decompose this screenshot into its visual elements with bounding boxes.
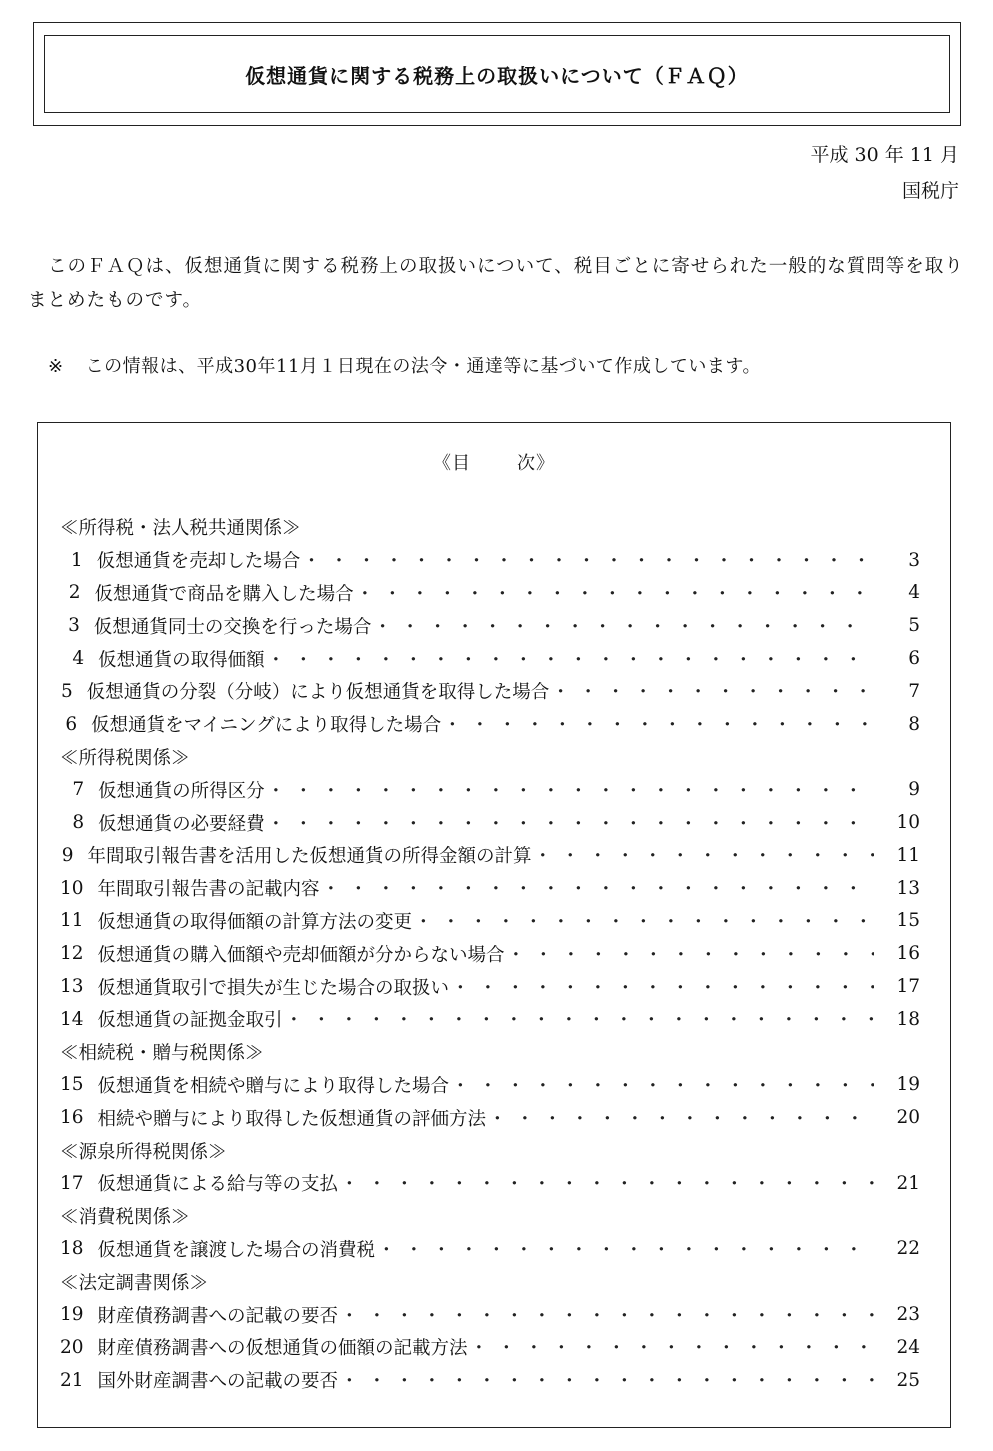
toc-leader-dots: [356, 580, 874, 606]
title-frame: [33, 22, 961, 126]
toc-entry-number: 6: [65, 713, 78, 735]
toc-section-heading: [60, 1200, 920, 1233]
toc-entry-label: 仮想通貨の必要経費: [98, 813, 265, 835]
toc-entry-label: 国外財産調書への記載の要否: [97, 1371, 339, 1393]
toc-section-label: ≪消費税関係≫: [60, 1207, 190, 1229]
toc-leader-dots: [488, 1105, 874, 1131]
toc-leader-dots: [451, 1072, 874, 1098]
toc-entry[interactable]: [60, 806, 920, 839]
toc-entry-number: 18: [60, 1238, 84, 1260]
toc-page-number: 10: [896, 812, 920, 834]
toc-entry[interactable]: [60, 642, 920, 675]
note-text: この情報は、平成30年11月１日現在の法令・通達等に基づいて作成しています。: [85, 356, 761, 377]
toc-entry-number: 19: [60, 1304, 84, 1326]
toc-entry[interactable]: [60, 905, 920, 938]
toc-entry-number: 14: [60, 1008, 84, 1030]
toc-leader-dots: [507, 941, 874, 967]
toc-entry-number: 4: [72, 648, 85, 670]
toc-section-heading: [60, 1265, 920, 1298]
toc-entry-label: 年間取引報告書を活用した仮想通貨の所得金額の計算: [87, 846, 532, 868]
toc-entry-label: 仮想通貨取引で損失が生じた場合の取扱い: [97, 977, 450, 999]
toc-entry-number: 3: [68, 615, 80, 637]
toc-entry[interactable]: [60, 577, 920, 610]
toc-leader-dots: [414, 908, 874, 934]
toc-entry[interactable]: [60, 708, 920, 741]
toc-entry-label: 仮想通貨を売却した場合: [96, 551, 301, 573]
toc-leader-dots: [551, 678, 874, 704]
toc-entry[interactable]: [60, 937, 920, 970]
issue-date: 平成 30 年 11 月: [810, 144, 959, 166]
toc-page-number: 17: [896, 976, 920, 998]
toc-leader-dots: [267, 646, 874, 672]
toc-page-number: 11: [896, 844, 920, 866]
toc-entry[interactable]: [60, 1101, 920, 1134]
toc-entry-number: 17: [60, 1172, 84, 1194]
toc-entry-number: 13: [60, 976, 84, 998]
toc-section-label: ≪所得税・法人税共通関係≫: [60, 518, 301, 540]
toc-page-number: 13: [896, 877, 920, 899]
toc-section-label: ≪所得税関係≫: [60, 747, 190, 769]
toc-heading-left: 《目: [433, 453, 471, 474]
toc-page-number: 18: [896, 1008, 920, 1030]
toc-leader-dots: [373, 613, 874, 639]
toc-entry[interactable]: [60, 773, 920, 806]
toc-entry[interactable]: [60, 839, 920, 872]
toc-page-number: 6: [908, 648, 920, 670]
toc-entry[interactable]: [60, 970, 920, 1003]
toc-page-number: 22: [896, 1238, 920, 1260]
toc-leader-dots: [470, 1334, 874, 1360]
toc-entry-number: 11: [60, 910, 84, 932]
table-of-contents: [37, 422, 951, 1428]
toc-entry-label: 仮想通貨の分裂（分岐）により仮想通貨を取得した場合: [86, 682, 550, 704]
toc-entry-label: 仮想通貨をマイニングにより取得した場合: [91, 715, 442, 737]
toc-heading-right: 次》: [517, 453, 555, 474]
toc-entry-label: 相続や贈与により取得した仮想通貨の評価方法: [97, 1108, 487, 1130]
toc-page-number: 24: [896, 1336, 920, 1358]
toc-entry[interactable]: [60, 1003, 920, 1036]
toc-page-number: 8: [908, 713, 920, 735]
toc-entry-number: 2: [68, 582, 81, 604]
toc-page-number: 3: [908, 549, 920, 571]
toc-entry-number: 5: [61, 680, 73, 702]
toc-entry[interactable]: [60, 1364, 920, 1397]
document-title: 仮想通貨に関する税務上の取扱いについて（ＦＡＱ）: [245, 63, 749, 88]
toc-leader-dots: [340, 1302, 874, 1328]
toc-entry-number: 1: [70, 549, 83, 571]
toc-section-heading: [60, 1036, 920, 1069]
toc-leader-dots: [443, 711, 874, 737]
toc-entry[interactable]: [60, 1298, 920, 1331]
toc-entry[interactable]: [60, 1069, 920, 1102]
toc-section-heading: [60, 511, 920, 544]
toc-entry-label: 仮想通貨の取得価額: [98, 649, 265, 671]
toc-entry-label: 財産債務調書への記載の要否: [97, 1305, 339, 1327]
toc-entry-number: 15: [60, 1074, 84, 1096]
toc-entry[interactable]: [60, 1331, 920, 1364]
toc-page-number: 9: [908, 779, 920, 801]
toc-entry-number: 8: [72, 812, 85, 834]
toc-entry-label: 仮想通貨の購入価額や売却価額が分からない場合: [97, 944, 505, 966]
toc-list: [60, 511, 920, 1397]
toc-entry-label: 仮想通貨を譲渡した場合の消費税: [97, 1239, 376, 1261]
toc-entry-number: 16: [60, 1107, 84, 1129]
toc-entry-label: 仮想通貨の証拠金取引: [97, 1010, 283, 1032]
toc-entry-label: 仮想通貨で商品を購入した場合: [94, 583, 354, 605]
toc-page-number: 20: [896, 1107, 920, 1129]
toc-leader-dots: [302, 547, 874, 573]
toc-entry-label: 財産債務調書への仮想通貨の価額の記載方法: [97, 1338, 468, 1360]
note: [48, 352, 761, 378]
title-inner-frame: [44, 35, 950, 113]
toc-section-heading: [60, 741, 920, 774]
toc-section-label: ≪源泉所得税関係≫: [60, 1141, 227, 1163]
toc-page-number: 15: [896, 910, 920, 932]
toc-entry-label: 仮想通貨の所得区分: [98, 780, 265, 802]
toc-entry-label: 仮想通貨による給与等の支払: [97, 1174, 339, 1196]
toc-entry-number: 10: [60, 877, 84, 899]
toc-page-number: 21: [896, 1172, 920, 1194]
toc-page-number: 7: [908, 680, 920, 702]
toc-entry-number: 9: [61, 844, 74, 866]
toc-entry-label: 仮想通貨の取得価額の計算方法の変更: [97, 911, 413, 933]
issuer: 国税庁: [901, 180, 959, 202]
toc-entry-label: 仮想通貨を相続や贈与により取得した場合: [97, 1075, 450, 1097]
toc-page-number: 23: [896, 1304, 920, 1326]
toc-page-number: 16: [896, 943, 920, 965]
toc-page-number: 5: [908, 615, 920, 637]
toc-leader-dots: [377, 1236, 874, 1262]
toc-leader-dots: [267, 810, 874, 836]
intro-paragraph: このＦＡＱは、仮想通貨に関する税務上の取扱いについて、税目ごとに寄せられた一般的な質問等を取りまとめたものです。: [28, 256, 964, 311]
toc-entry[interactable]: [60, 675, 920, 708]
toc-entry[interactable]: [60, 872, 920, 905]
toc-leader-dots: [340, 1367, 874, 1393]
toc-leader-dots: [267, 777, 874, 803]
toc-page-number: 25: [896, 1369, 920, 1391]
toc-entry-label: 年間取引報告書の記載内容: [97, 879, 320, 901]
toc-leader-dots: [285, 1006, 874, 1032]
toc-section-label: ≪法定調書関係≫: [60, 1272, 209, 1294]
toc-entry[interactable]: [60, 1167, 920, 1200]
toc-entry-number: 21: [60, 1369, 84, 1391]
toc-leader-dots: [451, 974, 874, 1000]
toc-leader-dots: [340, 1170, 874, 1196]
toc-section-label: ≪相続税・贈与税関係≫: [60, 1043, 264, 1065]
toc-entry[interactable]: [60, 1233, 920, 1266]
toc-section-heading: [60, 1134, 920, 1167]
toc-leader-dots: [534, 842, 874, 868]
toc-entry-number: 12: [60, 943, 84, 965]
toc-entry-label: 仮想通貨同士の交換を行った場合: [93, 616, 372, 638]
toc-heading: [38, 449, 950, 475]
toc-entry[interactable]: [60, 544, 920, 577]
toc-entry-number: 7: [72, 779, 85, 801]
toc-page-number: 4: [908, 582, 920, 604]
toc-entry-number: 20: [60, 1336, 84, 1358]
note-mark: ※: [48, 356, 64, 377]
toc-page-number: 19: [896, 1074, 920, 1096]
toc-entry[interactable]: [60, 609, 920, 642]
toc-leader-dots: [322, 875, 874, 901]
